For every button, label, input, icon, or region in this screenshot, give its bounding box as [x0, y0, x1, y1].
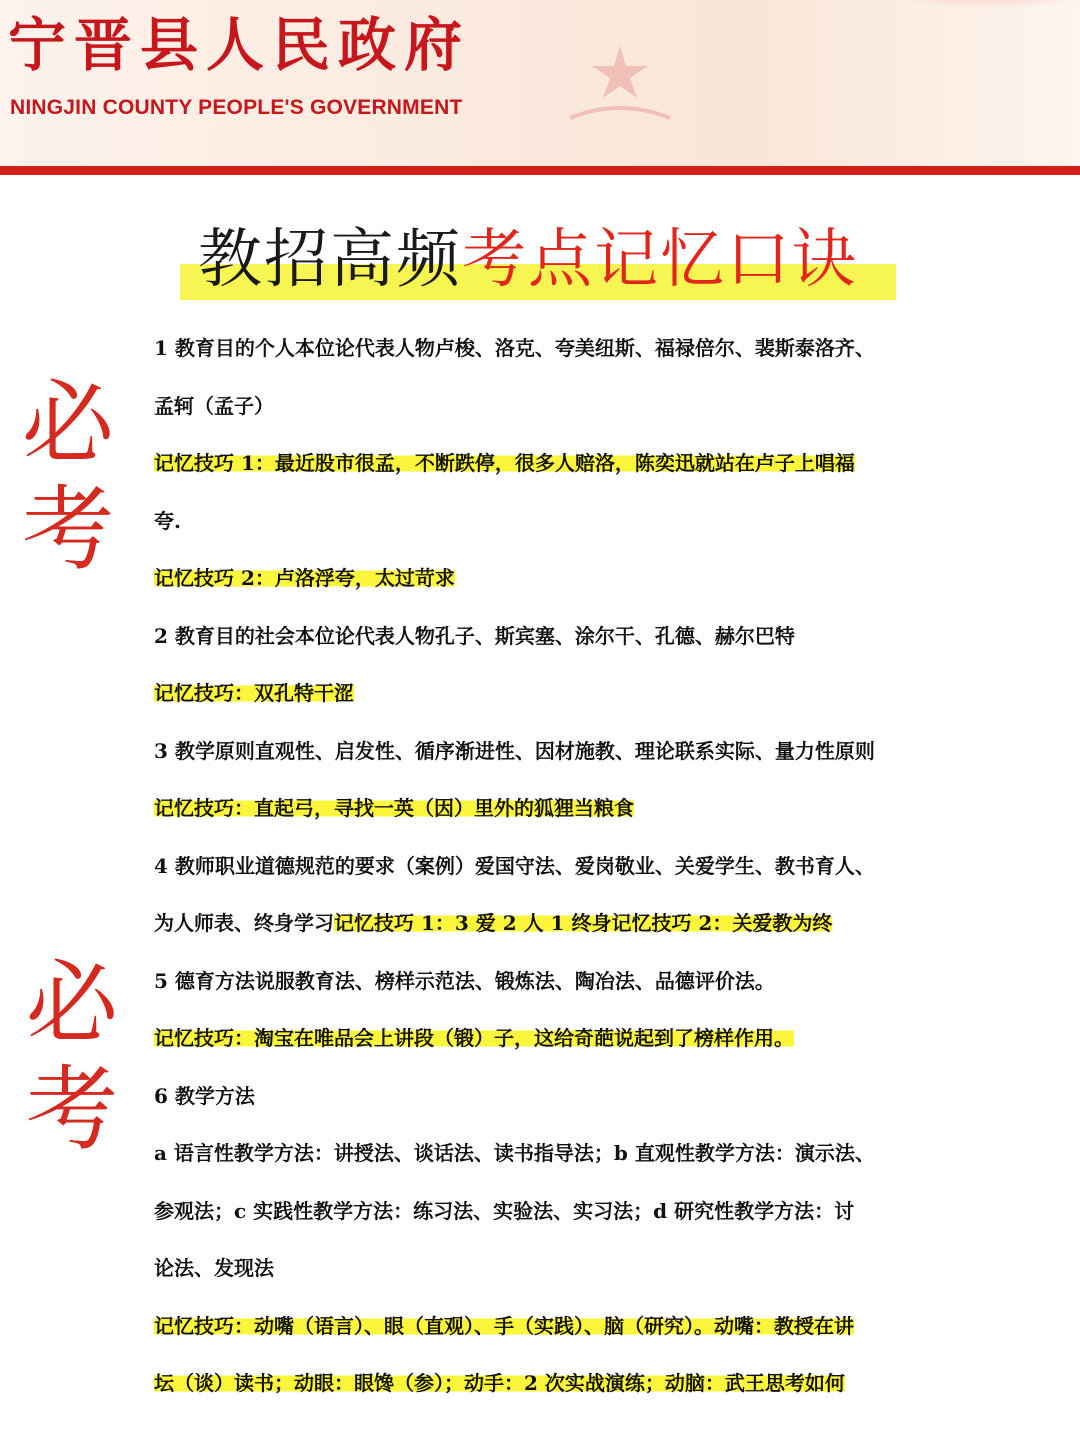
header-divider [0, 166, 1080, 175]
text-line [154, 1010, 954, 1068]
memory-tip-highlight: 记忆技巧：直起弓，寻找一英（因）里外的狐狸当粮食 [154, 796, 634, 820]
text-line [154, 665, 954, 723]
text-line-plain: 4 教师职业道德规范的要求（案例）爱国守法、爱岗敬业、关爱学生、教书育人、 [154, 853, 875, 878]
memory-tip-highlight: 记忆技巧 1：最近股市很孟，不断跌停，很多人赔洛，陈奕迅就站在卢子上唱福 [154, 451, 855, 475]
memory-tip-highlight: 记忆技巧：双孔特干涩 [154, 681, 354, 705]
text-line [154, 723, 954, 781]
text-line [154, 1298, 954, 1356]
must-test-badge-char2-bottom: 考 [26, 1056, 119, 1163]
text-line [154, 550, 954, 608]
text-line [154, 378, 954, 436]
text-line [154, 838, 954, 896]
text-line-plain: 孟轲（孟子） [154, 393, 274, 418]
gov-title: 宁晋县人民政府 [8, 11, 471, 79]
text-line [154, 953, 954, 1011]
text-line-plain: 参观法；c 实践性教学方法：练习法、实验法、实习法；d 研究性教学方法：讨 [154, 1198, 855, 1223]
memory-tip-highlight: 坛（谈）读书；动眼：眼馋（参）；动手：2 次实战演练；动脑：武王思考如何 [154, 1371, 845, 1395]
text-line-plain: 1 教育目的个人本位论代表人物卢梭、洛克、夸美纽斯、福禄倍尔、裴斯泰洛齐、 [154, 336, 875, 360]
memory-tip-highlight: 记忆技巧 1：3 爱 2 人 1 终身记忆技巧 2：关爱教为终 [334, 911, 833, 935]
memory-tip-highlight: 记忆技巧 2：卢洛浮夸，太过苛求 [154, 566, 455, 590]
text-line-plain: a 语言性教学方法：讲授法、谈话法、读书指导法；b 直观性教学方法：演示法、 [154, 1141, 875, 1165]
text-line-plain: 为人师表、终身学习 [154, 911, 334, 935]
text-line [154, 1240, 954, 1298]
must-test-badge-char1-bottom: 必 [26, 950, 119, 1057]
text-line [154, 493, 954, 551]
text-line-plain: 夸. [154, 508, 181, 533]
must-test-badge-char2-top: 考 [22, 476, 115, 583]
memory-tip-highlight: 记忆技巧：淘宝在唯品会上讲段（锻）子，这给奇葩说起到了榜样作用。 [154, 1026, 794, 1050]
emblem-watermark-icon [560, 38, 680, 128]
text-line-plain: 6 教学方法 [154, 1083, 255, 1108]
site-header [0, 0, 1080, 166]
text-line-plain: 3 教学原则直观性、启发性、循序渐进性、因材施教、理论联系实际、量力性原则 [154, 738, 875, 763]
must-test-badge-char1-top: 必 [22, 370, 115, 477]
text-line [154, 1355, 954, 1413]
gov-subtitle: NINGJIN COUNTY PEOPLE'S GOVERNMENT [10, 96, 463, 119]
text-line [154, 780, 954, 838]
header-decoration [860, 0, 1080, 10]
text-line [154, 608, 954, 666]
text-line [154, 1068, 954, 1126]
text-line [154, 895, 954, 953]
text-line [154, 435, 954, 493]
document-body [154, 320, 954, 1413]
document-title [180, 222, 896, 302]
text-line-plain: 论法、发现法 [154, 1256, 274, 1280]
title-part-red: 考点记忆口诀 [462, 223, 858, 297]
text-line [154, 1125, 954, 1183]
text-line [154, 1183, 954, 1241]
title-part-black: 教招高频 [198, 223, 462, 297]
text-line [154, 320, 954, 378]
text-line-plain: 2 教育目的社会本位论代表人物孔子、斯宾塞、涂尔干、孔德、赫尔巴特 [154, 623, 795, 648]
text-line-plain: 5 德育方法说服教育法、榜样示范法、锻炼法、陶冶法、品德评价法。 [154, 968, 775, 993]
memory-tip-highlight: 记忆技巧：动嘴（语言）、眼（直观）、手（实践）、脑（研究）。动嘴：教授在讲 [154, 1313, 854, 1338]
